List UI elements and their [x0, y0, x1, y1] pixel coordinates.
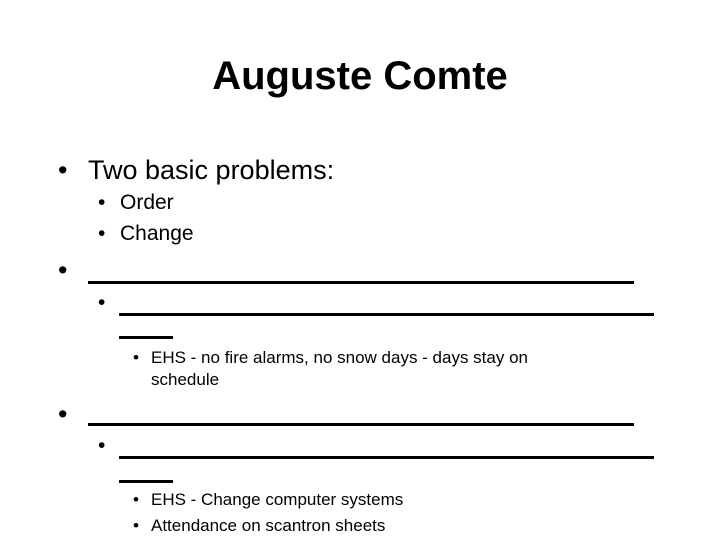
fill-in-blank [88, 423, 634, 426]
fill-in-blank [119, 313, 654, 316]
bullet-dot: • [133, 348, 139, 367]
slide-title: Auguste Comte [212, 54, 508, 98]
bullet-dot: • [58, 399, 68, 429]
bullet-dot: • [98, 434, 106, 457]
bullet-text: Two basic problems: [88, 155, 335, 185]
bullet-text: Order [120, 191, 174, 214]
bullet-dot: • [98, 291, 106, 314]
bullet-dot: • [98, 222, 106, 245]
fill-in-blank [119, 456, 654, 459]
bullet-dot: • [133, 490, 139, 509]
bullet-dot: • [98, 191, 106, 214]
fill-in-blank [88, 281, 634, 284]
fill-in-blank-continuation [119, 480, 173, 483]
fill-in-blank-continuation [119, 336, 173, 339]
bullet-dot: • [58, 155, 68, 185]
bullet-dot: • [133, 516, 139, 535]
bullet-text: EHS - no fire alarms, no snow days - days stay on [151, 348, 528, 367]
bullet-text: Attendance on scantron sheets [151, 516, 386, 535]
bullet-text: EHS - Change computer systems [151, 490, 404, 509]
bullet-text-continuation: schedule [151, 370, 220, 389]
bullet-dot: • [58, 255, 68, 285]
bullet-text: Change [120, 222, 194, 245]
